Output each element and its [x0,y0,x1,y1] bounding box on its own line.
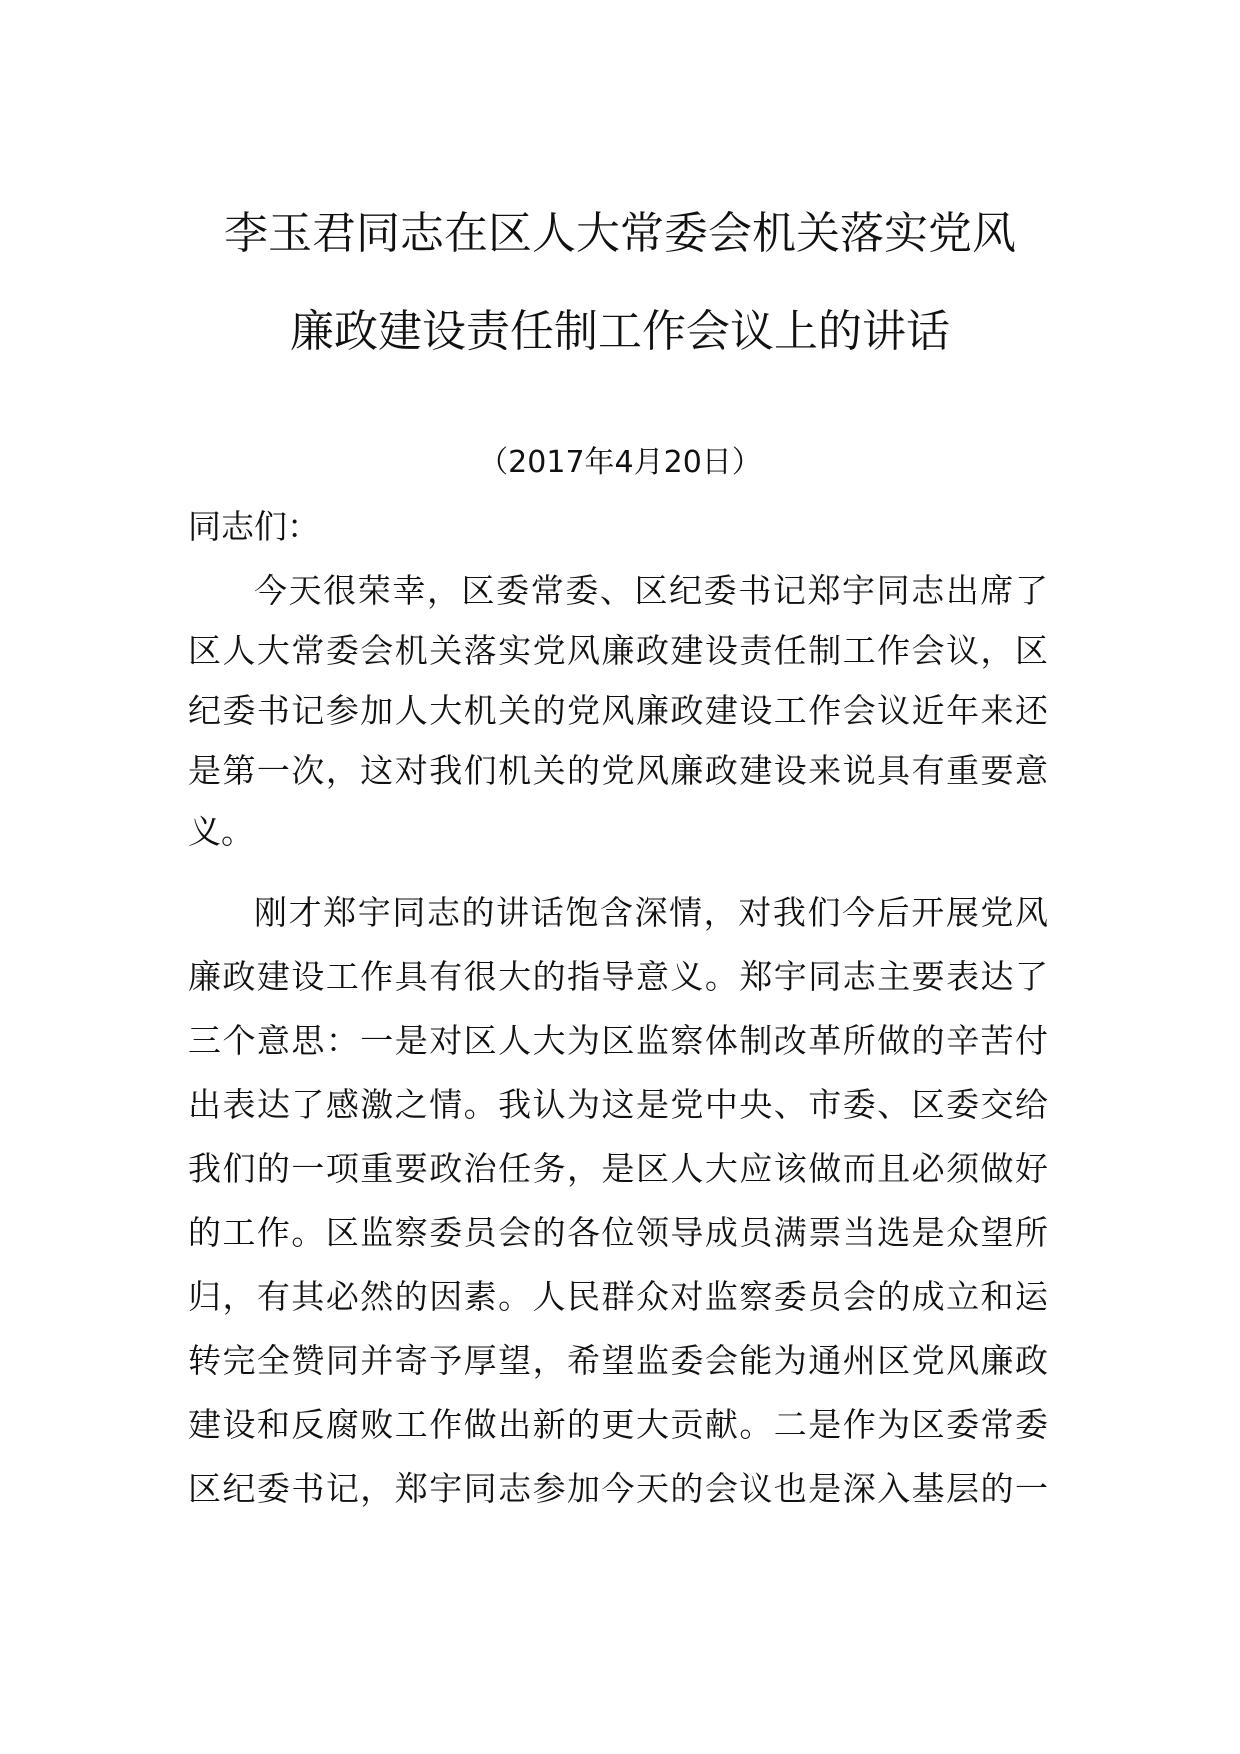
paragraph-2-line-4: 出表达了感激之情。我认为这是党中央、市委、区委交给 [188,1085,1048,1124]
document-title-line-1: 李玉君同志在区人大常委会机关落实党风 [224,208,1016,259]
paragraph-1-line-5: 义。 [188,812,254,851]
paragraph-2-line-6: 的工作。区监察委员会的各位领导成员满票当选是众望所 [188,1213,1048,1252]
paragraph-1-line-4: 是第一次，这对我们机关的党风廉政建设来说具有重要意 [188,751,1048,790]
paragraph-1-line-2: 区人大常委会机关落实党风廉政建设责任制工作会议，区 [188,631,1048,670]
paragraph-2-line-5: 我们的一项重要政治任务，是区人大应该做而且必须做好 [188,1149,1048,1188]
paragraph-2-line-7: 归，有其必然的因素。人民群众对监察委员会的成立和运 [188,1277,1048,1316]
paragraph-2-line-3: 三个意思：一是对区人大为区监察体制改革所做的辛苦付 [188,1021,1048,1060]
paragraph-2-line-8: 转完全赞同并寄予厚望，希望监委会能为通州区党风廉政 [188,1341,1048,1380]
paragraph-2-line-1: 刚才郑宇同志的讲话饱含深情，对我们今后开展党风 [254,893,1048,932]
salutation: 同志们： [188,507,320,546]
paragraph-1-line-1: 今天很荣幸，区委常委、区纪委书记郑宇同志出席了 [254,571,1048,610]
paragraph-2-line-2: 廉政建设工作具有很大的指导意义。郑宇同志主要表达了 [188,957,1048,996]
document-title-line-2: 廉政建设责任制工作会议上的讲话 [290,306,950,357]
paragraph-2-line-9: 建设和反腐败工作做出新的更大贡献。二是作为区委常委 [188,1405,1048,1444]
paragraph-2-line-10: 区纪委书记，郑宇同志参加今天的会议也是深入基层的一 [188,1469,1048,1508]
paragraph-1-line-3: 纪委书记参加人大机关的党风廉政建设工作会议近年来还 [188,691,1048,730]
speech-date: （2017年4月20日） [478,445,762,480]
